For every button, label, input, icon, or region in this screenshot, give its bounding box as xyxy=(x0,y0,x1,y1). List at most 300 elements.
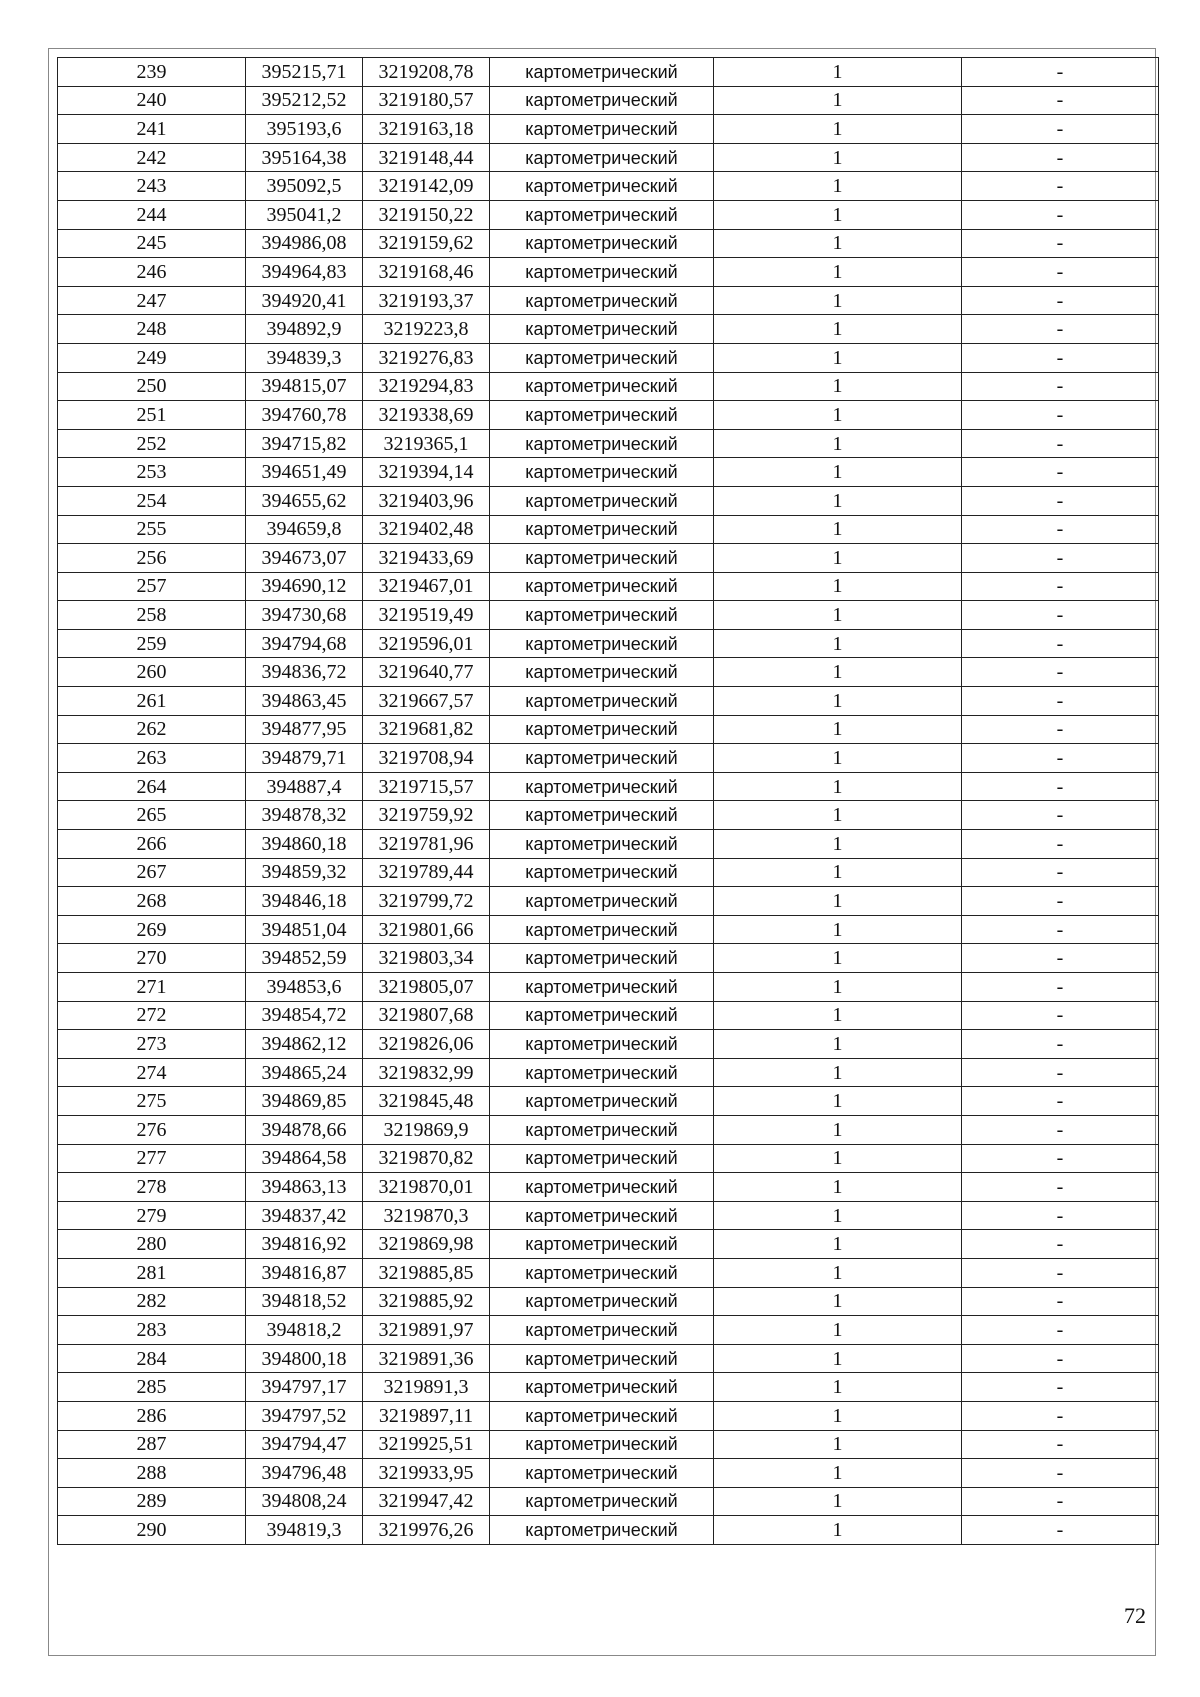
accuracy-cell: 1 xyxy=(714,1230,962,1259)
description-cell: - xyxy=(962,229,1159,258)
x-coordinate-cell: 394818,52 xyxy=(246,1287,363,1316)
accuracy-cell: 1 xyxy=(714,1001,962,1030)
description-cell: - xyxy=(962,172,1159,201)
y-coordinate-cell: 3219805,07 xyxy=(363,973,490,1002)
table-row xyxy=(58,687,1159,716)
x-coordinate-cell: 394852,59 xyxy=(246,944,363,973)
table-row xyxy=(58,1030,1159,1059)
description-cell: - xyxy=(962,486,1159,515)
table-row xyxy=(58,172,1159,201)
x-coordinate-cell: 394815,07 xyxy=(246,372,363,401)
description-cell: - xyxy=(962,1001,1159,1030)
method-cell: картометрический xyxy=(490,1459,714,1488)
point-number-cell: 252 xyxy=(58,429,246,458)
method-cell: картометрический xyxy=(490,629,714,658)
table-row xyxy=(58,200,1159,229)
accuracy-cell: 1 xyxy=(714,858,962,887)
method-cell: картометрический xyxy=(490,343,714,372)
method-cell: картометрический xyxy=(490,1516,714,1545)
method-cell: картометрический xyxy=(490,1173,714,1202)
point-number-cell: 275 xyxy=(58,1087,246,1116)
point-number-cell: 277 xyxy=(58,1144,246,1173)
point-number-cell: 240 xyxy=(58,86,246,115)
table-row xyxy=(58,115,1159,144)
method-cell: картометрический xyxy=(490,486,714,515)
point-number-cell: 279 xyxy=(58,1201,246,1230)
y-coordinate-cell: 3219596,01 xyxy=(363,629,490,658)
y-coordinate-cell: 3219180,57 xyxy=(363,86,490,115)
accuracy-cell: 1 xyxy=(714,1516,962,1545)
accuracy-cell: 1 xyxy=(714,1258,962,1287)
y-coordinate-cell: 3219759,92 xyxy=(363,801,490,830)
accuracy-cell: 1 xyxy=(714,258,962,287)
description-cell: - xyxy=(962,143,1159,172)
accuracy-cell: 1 xyxy=(714,58,962,87)
y-coordinate-cell: 3219223,8 xyxy=(363,315,490,344)
x-coordinate-cell: 394730,68 xyxy=(246,601,363,630)
x-coordinate-cell: 395212,52 xyxy=(246,86,363,115)
accuracy-cell: 1 xyxy=(714,830,962,859)
x-coordinate-cell: 395193,6 xyxy=(246,115,363,144)
method-cell: картометрический xyxy=(490,1258,714,1287)
point-number-cell: 241 xyxy=(58,115,246,144)
y-coordinate-cell: 3219715,57 xyxy=(363,772,490,801)
description-cell: - xyxy=(962,1430,1159,1459)
x-coordinate-cell: 394839,3 xyxy=(246,343,363,372)
description-cell: - xyxy=(962,429,1159,458)
table-row xyxy=(58,1087,1159,1116)
method-cell: картометрический xyxy=(490,286,714,315)
table-row xyxy=(58,1001,1159,1030)
point-number-cell: 288 xyxy=(58,1459,246,1488)
description-cell: - xyxy=(962,544,1159,573)
y-coordinate-cell: 3219193,37 xyxy=(363,286,490,315)
x-coordinate-cell: 394864,58 xyxy=(246,1144,363,1173)
method-cell: картометрический xyxy=(490,401,714,430)
table-row xyxy=(58,544,1159,573)
x-coordinate-cell: 394655,62 xyxy=(246,486,363,515)
point-number-cell: 282 xyxy=(58,1287,246,1316)
x-coordinate-cell: 394879,71 xyxy=(246,744,363,773)
point-number-cell: 262 xyxy=(58,715,246,744)
x-coordinate-cell: 394673,07 xyxy=(246,544,363,573)
description-cell: - xyxy=(962,401,1159,430)
table-row xyxy=(58,944,1159,973)
x-coordinate-cell: 394892,9 xyxy=(246,315,363,344)
x-coordinate-cell: 394816,87 xyxy=(246,1258,363,1287)
point-number-cell: 266 xyxy=(58,830,246,859)
description-cell: - xyxy=(962,887,1159,916)
point-number-cell: 244 xyxy=(58,200,246,229)
point-number-cell: 290 xyxy=(58,1516,246,1545)
point-number-cell: 260 xyxy=(58,658,246,687)
point-number-cell: 270 xyxy=(58,944,246,973)
point-number-cell: 286 xyxy=(58,1401,246,1430)
table-row xyxy=(58,858,1159,887)
point-number-cell: 271 xyxy=(58,973,246,1002)
table-row xyxy=(58,143,1159,172)
point-number-cell: 246 xyxy=(58,258,246,287)
x-coordinate-cell: 395041,2 xyxy=(246,200,363,229)
method-cell: картометрический xyxy=(490,515,714,544)
y-coordinate-cell: 3219294,83 xyxy=(363,372,490,401)
accuracy-cell: 1 xyxy=(714,915,962,944)
y-coordinate-cell: 3219801,66 xyxy=(363,915,490,944)
point-number-cell: 284 xyxy=(58,1344,246,1373)
table-row xyxy=(58,1316,1159,1345)
accuracy-cell: 1 xyxy=(714,1401,962,1430)
accuracy-cell: 1 xyxy=(714,887,962,916)
table-row xyxy=(58,1516,1159,1545)
description-cell: - xyxy=(962,58,1159,87)
table-row xyxy=(58,629,1159,658)
description-cell: - xyxy=(962,1316,1159,1345)
table-row xyxy=(58,1459,1159,1488)
point-number-cell: 248 xyxy=(58,315,246,344)
accuracy-cell: 1 xyxy=(714,229,962,258)
accuracy-cell: 1 xyxy=(714,744,962,773)
x-coordinate-cell: 394863,13 xyxy=(246,1173,363,1202)
description-cell: - xyxy=(962,830,1159,859)
description-cell: - xyxy=(962,915,1159,944)
point-number-cell: 242 xyxy=(58,143,246,172)
accuracy-cell: 1 xyxy=(714,944,962,973)
description-cell: - xyxy=(962,973,1159,1002)
method-cell: картометрический xyxy=(490,1287,714,1316)
table-row xyxy=(58,86,1159,115)
table-row xyxy=(58,515,1159,544)
y-coordinate-cell: 3219159,62 xyxy=(363,229,490,258)
x-coordinate-cell: 395215,71 xyxy=(246,58,363,87)
x-coordinate-cell: 394851,04 xyxy=(246,915,363,944)
y-coordinate-cell: 3219163,18 xyxy=(363,115,490,144)
accuracy-cell: 1 xyxy=(714,315,962,344)
method-cell: картометрический xyxy=(490,944,714,973)
y-coordinate-cell: 3219433,69 xyxy=(363,544,490,573)
method-cell: картометрический xyxy=(490,172,714,201)
x-coordinate-cell: 394797,52 xyxy=(246,1401,363,1430)
table-row xyxy=(58,572,1159,601)
accuracy-cell: 1 xyxy=(714,429,962,458)
method-cell: картометрический xyxy=(490,915,714,944)
table-row xyxy=(58,486,1159,515)
y-coordinate-cell: 3219925,51 xyxy=(363,1430,490,1459)
point-number-cell: 269 xyxy=(58,915,246,944)
description-cell: - xyxy=(962,772,1159,801)
method-cell: картометрический xyxy=(490,1201,714,1230)
table-row xyxy=(58,1487,1159,1516)
description-cell: - xyxy=(962,715,1159,744)
method-cell: картометрический xyxy=(490,858,714,887)
accuracy-cell: 1 xyxy=(714,1344,962,1373)
y-coordinate-cell: 3219681,82 xyxy=(363,715,490,744)
x-coordinate-cell: 394862,12 xyxy=(246,1030,363,1059)
accuracy-cell: 1 xyxy=(714,515,962,544)
table-row xyxy=(58,1287,1159,1316)
point-number-cell: 287 xyxy=(58,1430,246,1459)
point-number-cell: 280 xyxy=(58,1230,246,1259)
table-row xyxy=(58,1401,1159,1430)
x-coordinate-cell: 394651,49 xyxy=(246,458,363,487)
x-coordinate-cell: 394796,48 xyxy=(246,1459,363,1488)
method-cell: картометрический xyxy=(490,772,714,801)
method-cell: картометрический xyxy=(490,601,714,630)
method-cell: картометрический xyxy=(490,1316,714,1345)
point-number-cell: 285 xyxy=(58,1373,246,1402)
table-row xyxy=(58,1201,1159,1230)
method-cell: картометрический xyxy=(490,1115,714,1144)
method-cell: картометрический xyxy=(490,658,714,687)
description-cell: - xyxy=(962,115,1159,144)
accuracy-cell: 1 xyxy=(714,715,962,744)
method-cell: картометрический xyxy=(490,1087,714,1116)
y-coordinate-cell: 3219708,94 xyxy=(363,744,490,773)
page-number: 72 xyxy=(1124,1603,1146,1628)
method-cell: картометрический xyxy=(490,572,714,601)
point-number-cell: 251 xyxy=(58,401,246,430)
table-row xyxy=(58,973,1159,1002)
y-coordinate-cell: 3219807,68 xyxy=(363,1001,490,1030)
point-number-cell: 259 xyxy=(58,629,246,658)
accuracy-cell: 1 xyxy=(714,1459,962,1488)
y-coordinate-cell: 3219803,34 xyxy=(363,944,490,973)
method-cell: картометрический xyxy=(490,229,714,258)
accuracy-cell: 1 xyxy=(714,1201,962,1230)
method-cell: картометрический xyxy=(490,1344,714,1373)
x-coordinate-cell: 394877,95 xyxy=(246,715,363,744)
point-number-cell: 267 xyxy=(58,858,246,887)
method-cell: картометрический xyxy=(490,973,714,1002)
accuracy-cell: 1 xyxy=(714,572,962,601)
description-cell: - xyxy=(962,1030,1159,1059)
point-number-cell: 257 xyxy=(58,572,246,601)
table-row xyxy=(58,1373,1159,1402)
x-coordinate-cell: 395164,38 xyxy=(246,143,363,172)
description-cell: - xyxy=(962,658,1159,687)
description-cell: - xyxy=(962,286,1159,315)
description-cell: - xyxy=(962,343,1159,372)
y-coordinate-cell: 3219885,92 xyxy=(363,1287,490,1316)
accuracy-cell: 1 xyxy=(714,343,962,372)
description-cell: - xyxy=(962,315,1159,344)
method-cell: картометрический xyxy=(490,458,714,487)
accuracy-cell: 1 xyxy=(714,801,962,830)
description-cell: - xyxy=(962,1258,1159,1287)
point-number-cell: 278 xyxy=(58,1173,246,1202)
point-number-cell: 245 xyxy=(58,229,246,258)
y-coordinate-cell: 3219168,46 xyxy=(363,258,490,287)
y-coordinate-cell: 3219870,82 xyxy=(363,1144,490,1173)
description-cell: - xyxy=(962,944,1159,973)
accuracy-cell: 1 xyxy=(714,1087,962,1116)
method-cell: картометрический xyxy=(490,830,714,859)
description-cell: - xyxy=(962,572,1159,601)
y-coordinate-cell: 3219947,42 xyxy=(363,1487,490,1516)
y-coordinate-cell: 3219640,77 xyxy=(363,658,490,687)
y-coordinate-cell: 3219891,3 xyxy=(363,1373,490,1402)
coordinates-table xyxy=(57,57,1159,1545)
x-coordinate-cell: 394878,66 xyxy=(246,1115,363,1144)
accuracy-cell: 1 xyxy=(714,1173,962,1202)
point-number-cell: 276 xyxy=(58,1115,246,1144)
accuracy-cell: 1 xyxy=(714,1115,962,1144)
table-row xyxy=(58,1144,1159,1173)
y-coordinate-cell: 3219891,36 xyxy=(363,1344,490,1373)
table-row xyxy=(58,887,1159,916)
accuracy-cell: 1 xyxy=(714,1144,962,1173)
accuracy-cell: 1 xyxy=(714,629,962,658)
y-coordinate-cell: 3219276,83 xyxy=(363,343,490,372)
method-cell: картометрический xyxy=(490,1230,714,1259)
point-number-cell: 272 xyxy=(58,1001,246,1030)
y-coordinate-cell: 3219394,14 xyxy=(363,458,490,487)
point-number-cell: 264 xyxy=(58,772,246,801)
table-row xyxy=(58,1115,1159,1144)
x-coordinate-cell: 394794,68 xyxy=(246,629,363,658)
y-coordinate-cell: 3219142,09 xyxy=(363,172,490,201)
description-cell: - xyxy=(962,458,1159,487)
table-row xyxy=(58,429,1159,458)
accuracy-cell: 1 xyxy=(714,372,962,401)
method-cell: картометрический xyxy=(490,1430,714,1459)
accuracy-cell: 1 xyxy=(714,658,962,687)
x-coordinate-cell: 394836,72 xyxy=(246,658,363,687)
method-cell: картометрический xyxy=(490,372,714,401)
table-row xyxy=(58,229,1159,258)
accuracy-cell: 1 xyxy=(714,200,962,229)
description-cell: - xyxy=(962,515,1159,544)
method-cell: картометрический xyxy=(490,115,714,144)
point-number-cell: 265 xyxy=(58,801,246,830)
point-number-cell: 250 xyxy=(58,372,246,401)
description-cell: - xyxy=(962,1487,1159,1516)
table-row xyxy=(58,401,1159,430)
description-cell: - xyxy=(962,601,1159,630)
accuracy-cell: 1 xyxy=(714,1487,962,1516)
method-cell: картометрический xyxy=(490,687,714,716)
table-row xyxy=(58,715,1159,744)
point-number-cell: 289 xyxy=(58,1487,246,1516)
y-coordinate-cell: 3219933,95 xyxy=(363,1459,490,1488)
table-row xyxy=(58,286,1159,315)
x-coordinate-cell: 394797,17 xyxy=(246,1373,363,1402)
description-cell: - xyxy=(962,744,1159,773)
method-cell: картометрический xyxy=(490,315,714,344)
method-cell: картометрический xyxy=(490,1144,714,1173)
description-cell: - xyxy=(962,1058,1159,1087)
x-coordinate-cell: 394964,83 xyxy=(246,258,363,287)
description-cell: - xyxy=(962,372,1159,401)
point-number-cell: 253 xyxy=(58,458,246,487)
method-cell: картометрический xyxy=(490,715,714,744)
accuracy-cell: 1 xyxy=(714,286,962,315)
x-coordinate-cell: 394818,2 xyxy=(246,1316,363,1345)
x-coordinate-cell: 394853,6 xyxy=(246,973,363,1002)
description-cell: - xyxy=(962,1287,1159,1316)
x-coordinate-cell: 394887,4 xyxy=(246,772,363,801)
y-coordinate-cell: 3219826,06 xyxy=(363,1030,490,1059)
x-coordinate-cell: 394760,78 xyxy=(246,401,363,430)
description-cell: - xyxy=(962,86,1159,115)
x-coordinate-cell: 394860,18 xyxy=(246,830,363,859)
table-row xyxy=(58,915,1159,944)
point-number-cell: 268 xyxy=(58,887,246,916)
point-number-cell: 258 xyxy=(58,601,246,630)
point-number-cell: 243 xyxy=(58,172,246,201)
method-cell: картометрический xyxy=(490,258,714,287)
point-number-cell: 281 xyxy=(58,1258,246,1287)
method-cell: картометрический xyxy=(490,1058,714,1087)
point-number-cell: 263 xyxy=(58,744,246,773)
y-coordinate-cell: 3219832,99 xyxy=(363,1058,490,1087)
table-row xyxy=(58,458,1159,487)
x-coordinate-cell: 394816,92 xyxy=(246,1230,363,1259)
x-coordinate-cell: 394808,24 xyxy=(246,1487,363,1516)
point-number-cell: 249 xyxy=(58,343,246,372)
x-coordinate-cell: 394837,42 xyxy=(246,1201,363,1230)
accuracy-cell: 1 xyxy=(714,544,962,573)
x-coordinate-cell: 394659,8 xyxy=(246,515,363,544)
accuracy-cell: 1 xyxy=(714,1058,962,1087)
point-number-cell: 273 xyxy=(58,1030,246,1059)
accuracy-cell: 1 xyxy=(714,172,962,201)
description-cell: - xyxy=(962,258,1159,287)
method-cell: картометрический xyxy=(490,58,714,87)
y-coordinate-cell: 3219781,96 xyxy=(363,830,490,859)
description-cell: - xyxy=(962,1373,1159,1402)
accuracy-cell: 1 xyxy=(714,458,962,487)
description-cell: - xyxy=(962,1230,1159,1259)
description-cell: - xyxy=(962,1401,1159,1430)
description-cell: - xyxy=(962,1344,1159,1373)
table-row xyxy=(58,258,1159,287)
table-row xyxy=(58,658,1159,687)
accuracy-cell: 1 xyxy=(714,1430,962,1459)
description-cell: - xyxy=(962,1459,1159,1488)
table-row xyxy=(58,315,1159,344)
point-number-cell: 256 xyxy=(58,544,246,573)
y-coordinate-cell: 3219976,26 xyxy=(363,1516,490,1545)
method-cell: картометрический xyxy=(490,86,714,115)
x-coordinate-cell: 394869,85 xyxy=(246,1087,363,1116)
x-coordinate-cell: 394819,3 xyxy=(246,1516,363,1545)
y-coordinate-cell: 3219338,69 xyxy=(363,401,490,430)
table-row xyxy=(58,1230,1159,1259)
point-number-cell: 239 xyxy=(58,58,246,87)
y-coordinate-cell: 3219148,44 xyxy=(363,143,490,172)
accuracy-cell: 1 xyxy=(714,1287,962,1316)
y-coordinate-cell: 3219403,96 xyxy=(363,486,490,515)
y-coordinate-cell: 3219891,97 xyxy=(363,1316,490,1345)
accuracy-cell: 1 xyxy=(714,86,962,115)
method-cell: картометрический xyxy=(490,429,714,458)
description-cell: - xyxy=(962,629,1159,658)
y-coordinate-cell: 3219519,49 xyxy=(363,601,490,630)
accuracy-cell: 1 xyxy=(714,1030,962,1059)
description-cell: - xyxy=(962,200,1159,229)
x-coordinate-cell: 394854,72 xyxy=(246,1001,363,1030)
y-coordinate-cell: 3219897,11 xyxy=(363,1401,490,1430)
description-cell: - xyxy=(962,687,1159,716)
accuracy-cell: 1 xyxy=(714,973,962,1002)
description-cell: - xyxy=(962,1201,1159,1230)
table-row xyxy=(58,372,1159,401)
table-row xyxy=(58,601,1159,630)
table-row xyxy=(58,830,1159,859)
x-coordinate-cell: 394715,82 xyxy=(246,429,363,458)
y-coordinate-cell: 3219845,48 xyxy=(363,1087,490,1116)
table-body xyxy=(58,58,1159,1545)
